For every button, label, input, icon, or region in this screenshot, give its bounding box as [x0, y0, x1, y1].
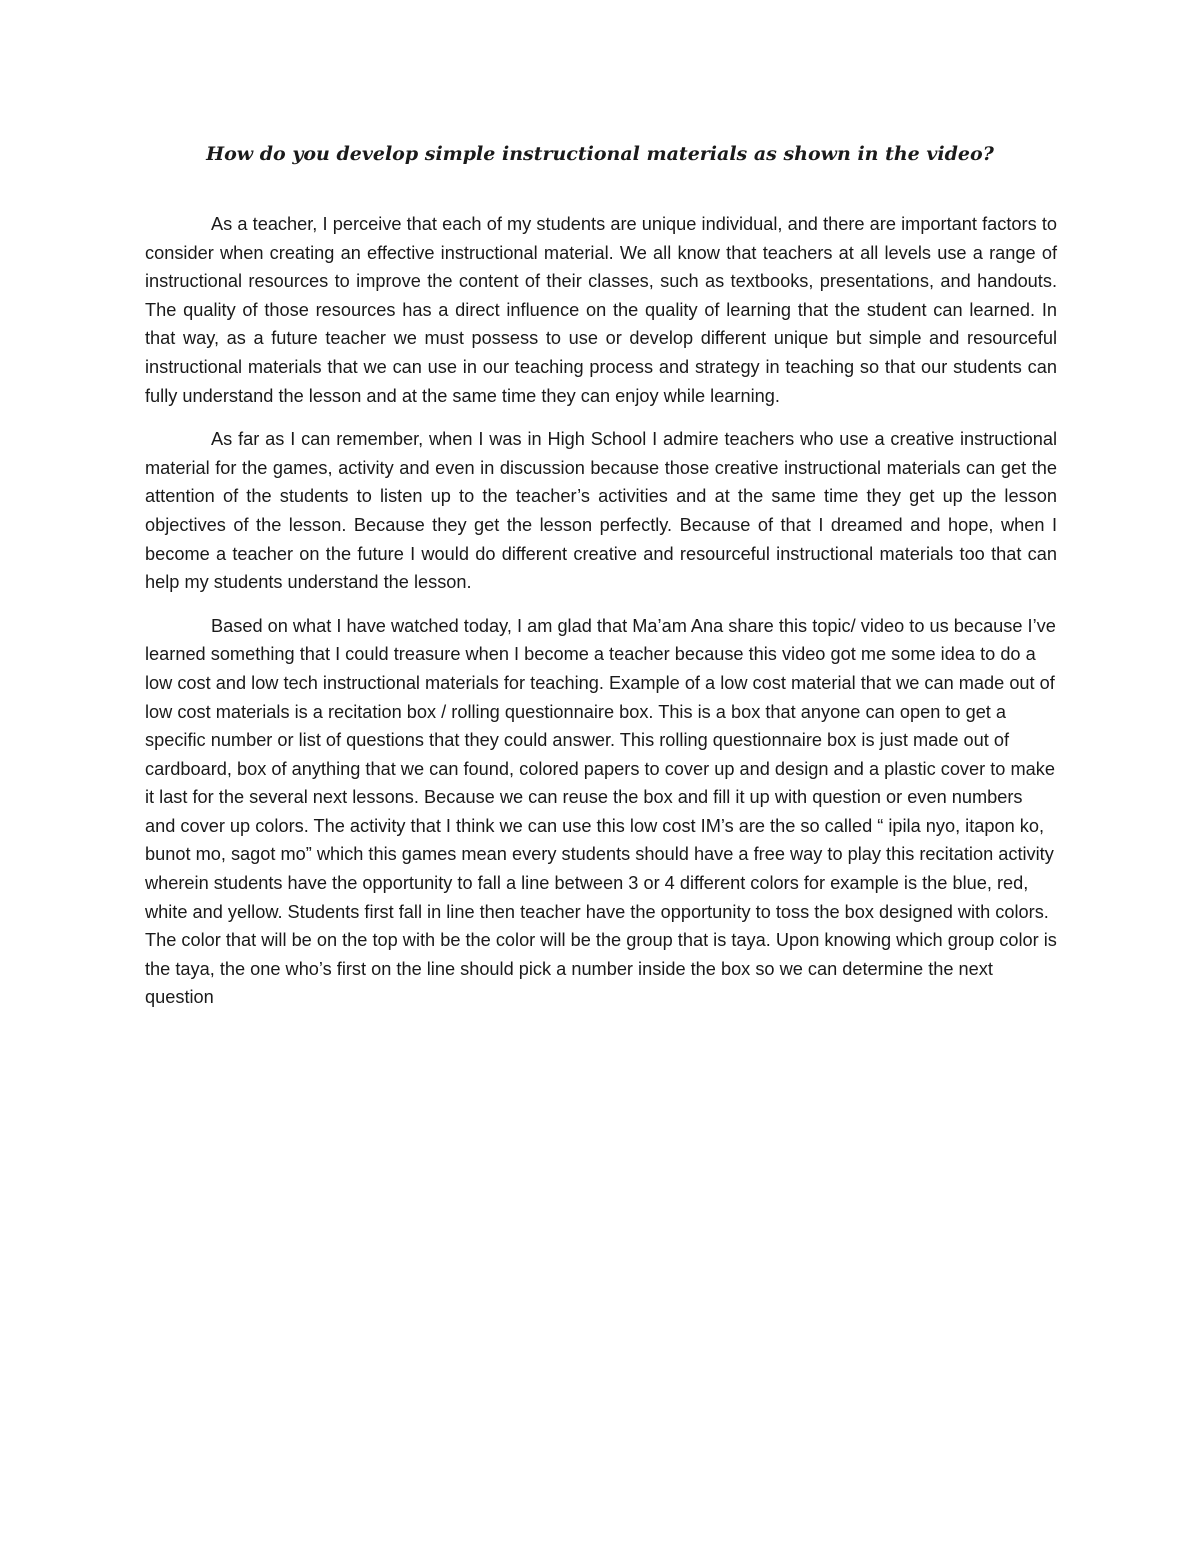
document-title: How do you develop simple instructional materials as shown in the video? [206, 143, 994, 165]
document-body [145, 210, 1057, 1027]
paragraph-3: Based on what I have watched today, I am glad that Ma’am Ana share this topic/ video to us because I’ve learned something that I could treasure when I become a teacher because this video got me some idea to do a low cost and low tech instructional materials for teaching. Example of a low cost material that we can made out of low cost materials is a recitation box / rolling questionnaire box. This is a box that anyone can open to get a specific number or list of questions that they could answer. This rolling questionnaire box is just made out of cardboard, box of anything that we can found, colored papers to cover up and design and a plastic cover to make it last for the several next lessons. Because we can reuse the box and fill it up with question or even numbers and cover up colors. The activity that I think we can use this low cost IM’s are the so called “ ipila nyo, itapon ko, bunot mo, sagot mo” which this games mean every students should have a free way to play this recitation activity wherein students have the opportunity to fall a line between 3 or 4 different colors for example is the blue, red, white and yellow. Students first fall in line then teacher have the opportunity to toss the box designed with colors. The color that will be on the top with be the color will be the group that is taya. Upon knowing which group color is the taya, the one who’s first on the line should pick a number inside the box so we can determine the next question [145, 615, 1057, 1008]
paragraph-1: As a teacher, I perceive that each of my students are unique individual, and there are important factors to consider when creating an effective instructional material. We all know that teachers at all levels use a range of instructional resources to improve the content of their classes, such as textbooks, presentations, and handouts. The quality of those resources has a direct influence on the quality of learning that the student can learned. In that way, as a future teacher we must possess to use or develop different unique but simple and resourceful instructional materials that we can use in our teaching process and strategy in teaching so that our students can fully understand the lesson and at the same time they can enjoy while learning. [145, 214, 1057, 406]
paragraph-2: As far as I can remember, when I was in High School I admire teachers who use a creative instructional material for the games, activity and even in discussion because those creative instructional materials can get the attention of the students to listen up to the teacher’s activities and at the same time they get up the lesson objectives of the lesson. Because they get the lesson perfectly. Because of that I dreamed and hope, when I become a teacher on the future I would do different creative and resourceful instructional materials too that can help my students understand the lesson. [145, 429, 1057, 593]
